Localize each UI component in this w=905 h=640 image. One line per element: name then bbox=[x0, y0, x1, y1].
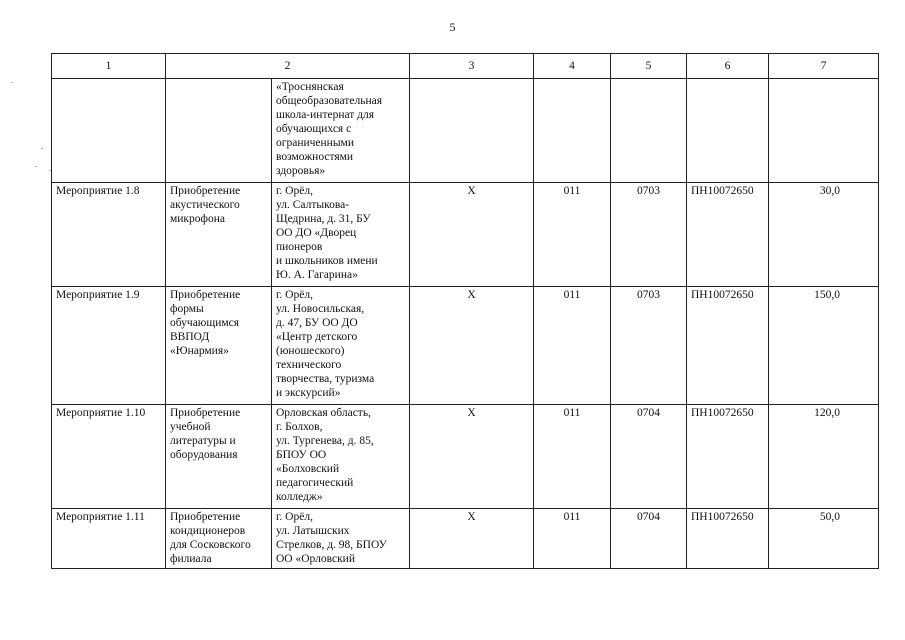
cell-col5: 0704 bbox=[611, 405, 687, 509]
address-text: г. Орёл, ул. Салтыкова- Щедрина, д. 31, БУ ОО ДО «Дворец пионеров и школьников имени Ю. А. Гагарина» bbox=[276, 185, 378, 281]
cell-col5: 0703 bbox=[611, 287, 687, 405]
cell-event bbox=[52, 79, 166, 183]
cell-col4: 011 bbox=[534, 405, 611, 509]
description-text: Приобретение кондиционеров для Сосковского филиала bbox=[170, 511, 251, 565]
cell-col4 bbox=[534, 79, 611, 183]
cell-col6: ПН10072650 bbox=[687, 287, 769, 405]
cell-col7: 150,0 bbox=[769, 287, 879, 405]
cell-event: Мероприятие 1.8 bbox=[52, 183, 166, 287]
cell-col5: 0703 bbox=[611, 183, 687, 287]
table-row bbox=[52, 405, 879, 509]
page-number: 5 bbox=[449, 20, 456, 34]
cell-col4: 011 bbox=[534, 183, 611, 287]
description-text: Приобретение акустического микрофона bbox=[170, 185, 241, 225]
table-row-continuation bbox=[52, 79, 879, 183]
address-text: «Тросн‍янская общеобразовательная школа-интернат для обучающихся с ограниченными возможностями здоровья» bbox=[276, 81, 382, 177]
header-col-7: 7 bbox=[769, 54, 879, 79]
cell-event: Мероприятие 1.10 bbox=[52, 405, 166, 509]
table-row bbox=[52, 183, 879, 287]
cell-col3: Х bbox=[410, 183, 534, 287]
header-col-4: 4 bbox=[534, 54, 611, 79]
cell-col6 bbox=[687, 79, 769, 183]
cell-col7: 50,0 bbox=[769, 509, 879, 569]
cell-col6: ПН10072650 bbox=[687, 183, 769, 287]
description-text: Приобретение учебной литературы и оборудования bbox=[170, 407, 241, 461]
header-col-6: 6 bbox=[687, 54, 769, 79]
budget-table bbox=[51, 53, 879, 569]
cell-col4: 011 bbox=[534, 509, 611, 569]
cell-address bbox=[272, 79, 410, 183]
margin-scan-marks bbox=[5, 80, 55, 180]
address-text: Орловская область, г. Болхов, ул. Тургенева, д. 85, БПОУ ОО «Болховский педагогический колледж» bbox=[276, 407, 374, 503]
cell-col6: ПН10072650 bbox=[687, 509, 769, 569]
cell-event: Мероприятие 1.9 bbox=[52, 287, 166, 405]
header-col-1: 1 bbox=[52, 54, 166, 79]
header-col-2: 2 bbox=[166, 54, 410, 79]
cell-event: Мероприятие 1.11 bbox=[52, 509, 166, 569]
cell-col4: 011 bbox=[534, 287, 611, 405]
cell-col6: ПН10072650 bbox=[687, 405, 769, 509]
cell-description bbox=[166, 79, 272, 183]
table-row bbox=[52, 509, 879, 569]
cell-col5 bbox=[611, 79, 687, 183]
header-col-3: 3 bbox=[410, 54, 534, 79]
header-row bbox=[52, 54, 879, 79]
cell-col5: 0704 bbox=[611, 509, 687, 569]
cell-col7: 120,0 bbox=[769, 405, 879, 509]
cell-col7 bbox=[769, 79, 879, 183]
header-col-5: 5 bbox=[611, 54, 687, 79]
address-text: г. Орёл, ул. Новосильская, д. 47, БУ ОО ДО «Центр детского (юношеского) технического творчества, туризма и экскурсий» bbox=[276, 289, 375, 399]
page-bottom-margin bbox=[0, 575, 905, 640]
cell-col7: 30,0 bbox=[769, 183, 879, 287]
cell-col3: Х bbox=[410, 509, 534, 569]
address-text: г. Орёл, ул. Латышских Стрелков, д. 98, БПОУ ОО «Орловский bbox=[276, 511, 387, 565]
cell-col3: Х bbox=[410, 405, 534, 509]
cell-col3: Х bbox=[410, 287, 534, 405]
cell-col3 bbox=[410, 79, 534, 183]
table-row bbox=[52, 287, 879, 405]
description-text: Приобретение формы обучающимся ВВПОД «Юнармия» bbox=[170, 289, 241, 357]
